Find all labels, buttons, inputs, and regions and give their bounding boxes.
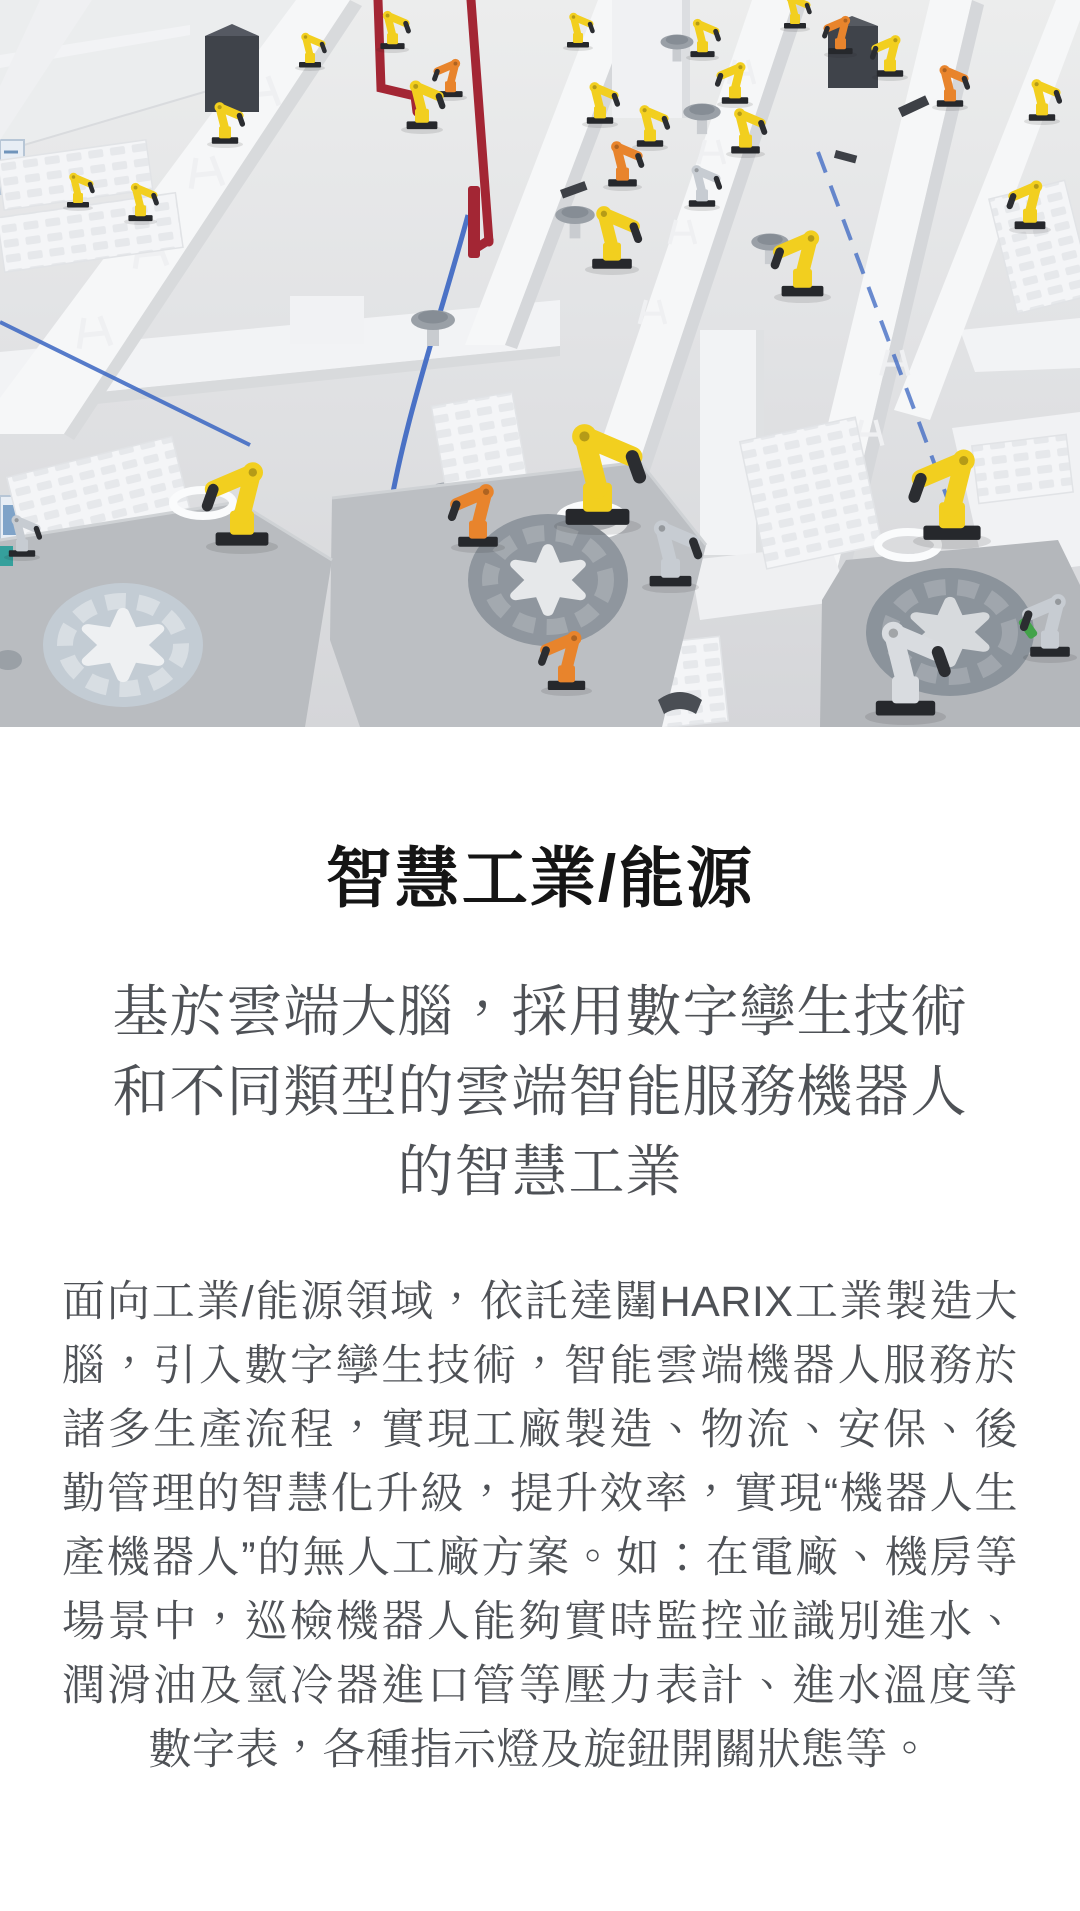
section-title: 智慧工業/能源: [325, 841, 755, 915]
hero-image: [0, 0, 1080, 727]
content-section: [0, 839, 1080, 1782]
factory-scene: [0, 0, 1080, 727]
section-subtitle: 基於雲端大腦，採用數字孿生技術和不同類型的雲端智能服務機器人的智慧工業: [112, 980, 968, 1204]
section-body: 面向工業/能源領域，依託達闥HARIX工業製造大腦，引入數字孿生技術，智能雲端機器人服務於諸多生產流程，實現工廠製造、物流、安保、後勤管理的智慧化升級，提升效率，實現“機器人生產機器人”的無人工廠方案。如：在電廠、機房等場景中，巡檢機器人能夠實時監控並識別進水、潤滑油及氫冷器進口管等壓力表計、進水溫度等數字表，各種指示燈及旋鈕開關狀態等。: [62, 1278, 1018, 1775]
